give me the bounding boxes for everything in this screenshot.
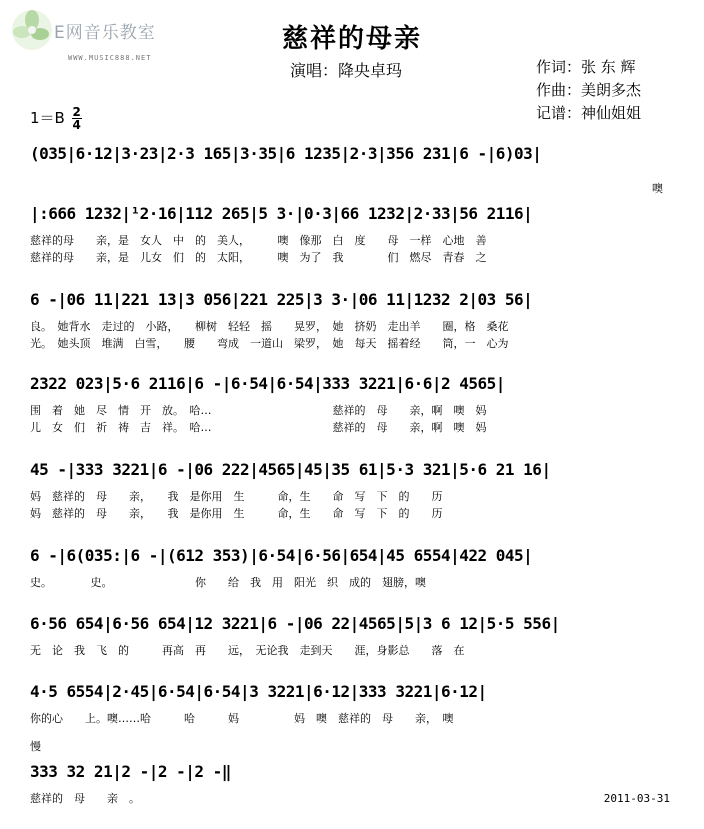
lyric-text: 慈祥的母 亲，是 儿女 们 的 太阳， 噢 为了 我 们 燃尽 青春 之	[30, 251, 487, 264]
notation-text: (035|6·12|3·23|2·3 165|3·35|6 1235|2·3|356 231|6 -|6)03|	[30, 144, 542, 163]
lyric-line-2	[30, 335, 678, 352]
notation-line	[30, 762, 678, 790]
time-bottom: 4	[72, 118, 81, 132]
notation-line	[30, 460, 678, 488]
tempo-marking: 慢	[30, 740, 41, 753]
notation-line	[30, 546, 678, 574]
lyric-text: 慈祥的母 亲，是 女人 中 的 美人， 噢 像那 白 度 母 一样 心地 善	[30, 234, 487, 247]
notation-line	[30, 290, 678, 318]
lyric-line-2	[30, 249, 678, 266]
logo-url-text: WWW.MUSIC888.NET	[68, 54, 152, 62]
credits-block	[536, 56, 641, 125]
logo-brand-text: E网音乐教室	[54, 23, 156, 43]
notation-line	[30, 614, 678, 642]
time-top: 2	[72, 105, 81, 119]
notation-line	[30, 682, 678, 710]
notation-text: 6·56 654|6·56 654|12 3221|6 -|06 22|4565|5|3 6 12|5·5 556|	[30, 614, 560, 633]
lyric-text: 围 着 她 尽 情 开 放。 哈… 慈祥的 母 亲，啊 噢 妈	[30, 404, 487, 417]
notation-text: 333 32 21|2 -|2 -|2 -‖	[30, 762, 231, 781]
lyric-line-1	[30, 642, 678, 659]
score-system-7	[30, 614, 678, 659]
score-system-5	[30, 460, 678, 522]
notation-text: 6 -|06 11|221 13|3 056|221 225|3 3·|06 11|1232 2|03 56|	[30, 290, 533, 309]
transcription-date: 2011-03-31	[603, 792, 670, 805]
score-system-2	[30, 204, 678, 266]
lyric-line-1	[30, 574, 678, 591]
lyric-line-1	[30, 402, 678, 419]
score-system-9	[30, 762, 678, 807]
score-system-4	[30, 374, 678, 436]
lyric-line-2	[30, 419, 678, 436]
lyric-text: 儿 女 们 祈 祷 吉 祥。 哈… 慈祥的 母 亲，啊 噢 妈	[30, 421, 487, 434]
singer-credit: 演唱：降央卓玛	[290, 61, 403, 80]
key-label: 1＝B	[30, 109, 65, 127]
key-signature	[30, 106, 82, 131]
song-title: 慈祥的母亲	[281, 24, 422, 54]
composer-credit: 作曲：美朗多杰	[536, 81, 642, 99]
time-signature	[72, 106, 82, 131]
lyric-line-2	[30, 505, 678, 522]
lyric-text: 史。 史。 你 给 我 用 阳光 织 成的 翅膀，噢	[30, 576, 426, 589]
notation-text: 45 -|333 3221|6 -|06 222|4565|45|35 61|5·3 321|5·6 21 16|	[30, 460, 551, 479]
score-system-8	[30, 682, 678, 727]
score-system-1	[30, 144, 678, 172]
notation-line	[30, 204, 678, 232]
lyric-line-1	[30, 232, 678, 249]
notation-text: 4·5 6554|2·45|6·54|6·54|3 3221|6·12|333 3221|6·12|	[30, 682, 487, 701]
notation-line	[30, 374, 678, 402]
score-system-3	[30, 290, 678, 352]
lyric-text: 妈 慈祥的 母 亲， 我 是你用 生 命，生 命 写 下 的 历	[30, 490, 443, 503]
lyric-line-1	[30, 710, 678, 727]
transcriber-credit: 记谱：神仙姐姐	[536, 104, 642, 122]
lyric-text: 无 论 我 飞 的 再高 再 远， 无论我 走到天 涯，身影总 落 在	[30, 644, 465, 657]
score-system-6	[30, 546, 678, 591]
lyric-text: 妈 慈祥的 母 亲， 我 是你用 生 命，生 命 写 下 的 历	[30, 507, 443, 520]
lyric-text: 你的心 上。噢……哈 哈 妈 妈 噢 慈祥的 母 亲， 噢	[30, 712, 454, 725]
notation-line	[30, 144, 678, 172]
lyric-line-1	[30, 790, 678, 807]
notation-text: |:666 1232|¹2·16|112 265|5 3·|0·3|66 1232|2·33|56 2116|	[30, 204, 533, 223]
lyric-text: 良。 她背水 走过的 小路， 柳树 轻轻 摇 晃罗， 她 挤奶 走出羊 圈，格 桑花	[30, 320, 509, 333]
lyric-text: 光。 她头顶 堆满 白雪， 腰 弯成 一道山 梁罗， 她 每天 摇着经 筒，一 心为	[30, 337, 509, 350]
lyric-line-1	[30, 488, 678, 505]
interjection-text: 噢	[652, 182, 663, 195]
notation-text: 6 -|6(035:|6 -|(612 353)|6·54|6·56|654|45 6554|422 045|	[30, 546, 533, 565]
lyric-text: 慈祥的 母 亲 。	[30, 792, 140, 805]
lyric-line-1	[30, 318, 678, 335]
lyricist-credit: 作词：张 东 辉	[536, 58, 636, 76]
notation-text: 2322 023|5·6 2116|6 -|6·54|6·54|333 3221|6·6|2 4565|	[30, 374, 505, 393]
